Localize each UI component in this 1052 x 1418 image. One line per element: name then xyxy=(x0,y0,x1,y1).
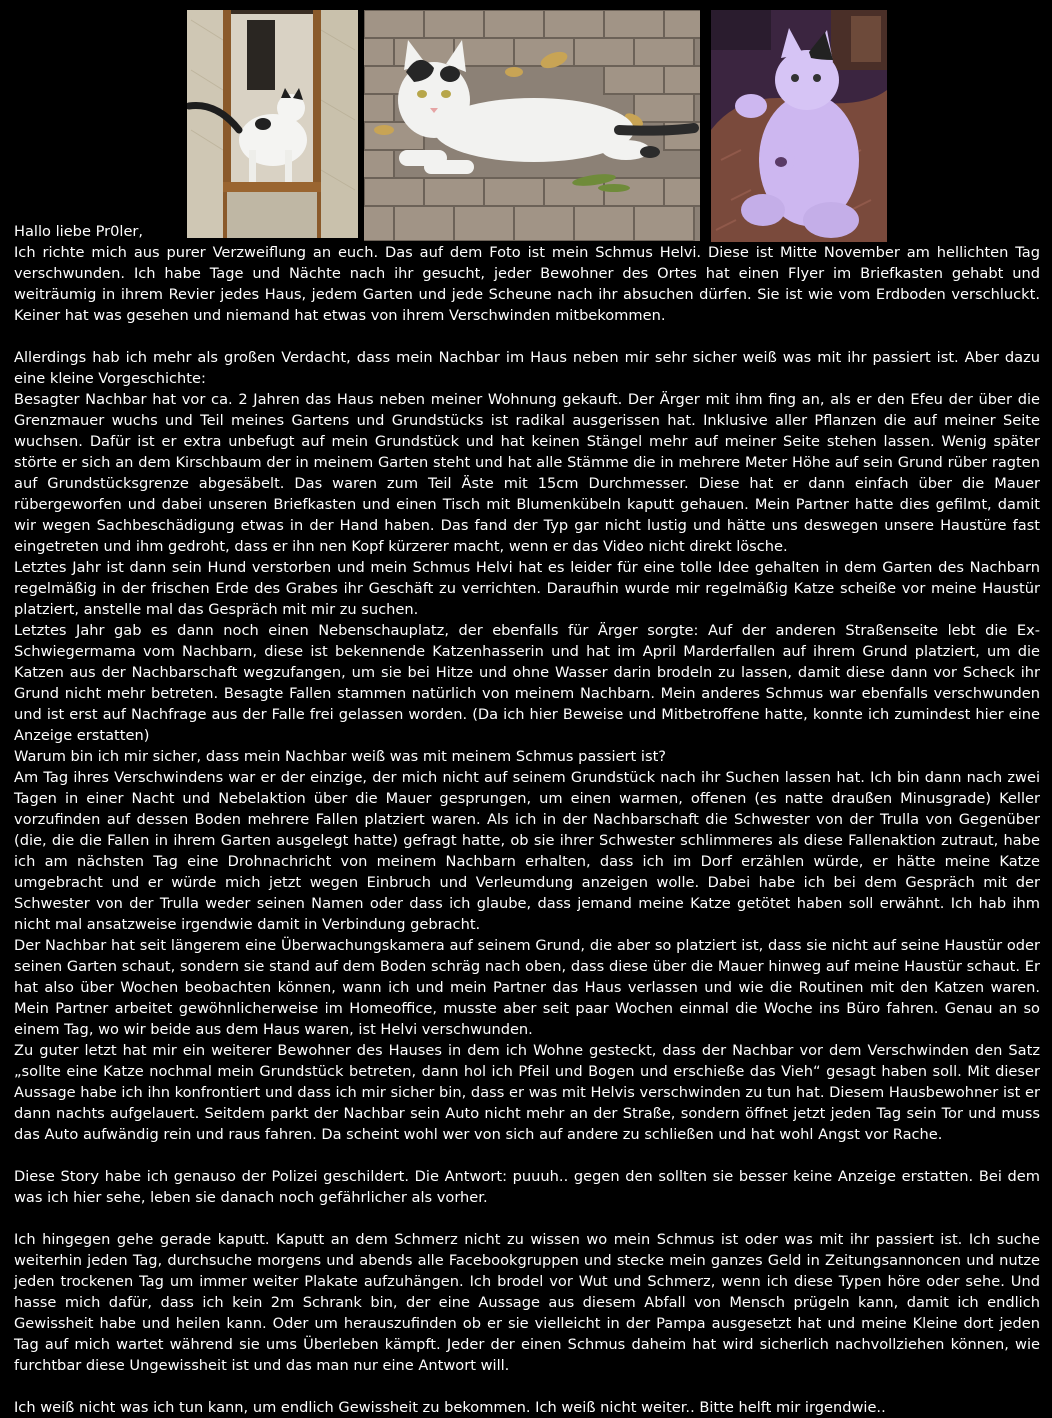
post-body xyxy=(14,221,1040,1418)
post-paragraph: Warum bin ich mir sicher, dass mein Nachbar weiß was mit meinem Schmus passiert ist? xyxy=(14,748,667,765)
post-paragraph: Allerdings hab ich mehr als großen Verdacht, dass mein Nachbar im Haus neben mir sehr sicher weiß was mit ihr passiert ist. Aber dazu eine kleine Vorgeschichte: xyxy=(14,349,1040,387)
post-paragraph: Der Nachbar hat seit längerem eine Überwachungskamera auf seinem Grund, die aber so platziert ist, dass sie nicht auf seine Haustür oder seinen Garten schaut, sondern sie stand auf dem Boden schräg nach oben, dass diese über die Mauer hinweg auf meine Haustür schaut. Er hat also über Wochen beobachten können, wann ich und mein Partner das Haus verlassen und wie die Routinen mit den Katzen waren. Mein Partner arbeitet gewöhnlicherweise im Homeoffice, musste aber seit paar Wochen einmal die Woche ins Büro fahren. Genau an so einem Tag, wo wir beide aus dem Haus waren, ist Helvi verschwunden. xyxy=(14,937,1040,1038)
post-paragraph: Letztes Jahr ist dann sein Hund verstorben und mein Schmus Helvi hat es leider für eine tolle Idee gehalten in dem Garten des Nachbarn regelmäßig in der frischen Erde des Grabes ihr Geschäft zu verrichten. Daraufhin wurde mir regelmäßig Katze scheiße vor meine Haustür platziert, anstelle mal das Gespräch mit mir zu suchen. xyxy=(14,559,1040,618)
post-paragraph: Besagter Nachbar hat vor ca. 2 Jahren das Haus neben meiner Wohnung gekauft. Der Ärger mit ihm fing an, als er den Efeu der über die Grenzmauer wuchs und Teil meines Gartens und Grundstücks ist radikal ausgerissen hat. Inklusive aller Pflanzen die auf meiner Seite wuchsen. Dafür ist er extra unbefugt auf mein Grundstück und hat keinen Stängel mehr auf meiner Seite stehen lassen. Wenig später störte er sich an dem Kirschbaum der in meinem Garten steht und hat alle Stämme die in mehrere Meter Höhe auf sein Grund rüber ragten auf Grundstücksgrenze abgesäbelt. Das waren zum Teil Äste mit 15cm Durchmesser. Diese hat er dann einfach über die Mauer rübergeworfen und dabei unseren Briefkasten und einen Tisch mit Blumenkübeln kaputt gehauen. Mein Partner hatte dies gefilmt, damit wir wegen Sachbeschädigung etwas in der Hand haben. Das fand der Typ gar nicht lustig und hätte uns deswegen unsere Haustüre fast eingetreten und ihm gedroht, dass er ihn nen Kopf kürzerer macht, wenn er das Video nicht direkt lösche. xyxy=(14,391,1040,555)
post-paragraph: Ich richte mich aus purer Verzweiflung an euch. Das auf dem Foto ist mein Schmus Helvi. Diese ist Mitte November am hellichten Tag verschwunden. Ich habe Tage und Nächte nach ihr gesucht, jeder Bewohner des Ortes hat einen Flyer im Briefkasten gehabt und weiträumig in ihrem Revier jedes Haus, jedem Garten und jede Scheune nach ihr absuchen dürfen. Sie ist wie vom Erdboden verschluckt. Keiner hat was gesehen und niemand hat etwas von ihrem Verschwinden mitbekommen. xyxy=(14,244,1040,324)
post-paragraph: Ich weiß nicht was ich tun kann, um endlich Gewissheit zu bekommen. Ich weiß nicht weiter.. Bitte helft mir irgendwie.. xyxy=(14,1399,886,1416)
cat-on-pavement-photo xyxy=(364,10,700,241)
post-paragraph: Zu guter letzt hat mir ein weiterer Bewohner des Hauses in dem ich Wohne gesteckt, dass der Nachbar vor dem Verschwinden den Satz „sollte eine Katze nochmal mein Grundstück betreten, dann hol ich Pfeil und Bogen und erschieße das Vieh“ gesagt haben soll. Mit dieser Aussage habe ich ihn konfrontiert und dass ich mir sicher bin, dass er was mit Helvis verschwinden zu tun hat. Diesem Hausbewohner ist er dann nachts aufgelauert. Seitdem parkt der Nachbar sein Auto nicht mehr an der Straße, sondern öffnet jetzt jeden Tag sein Tor und muss das Auto aufwändig rein und raus fahren. Da scheint wohl wer von sich auf andere zu schließen und hat wohl Angst vor Rache. xyxy=(14,1042,1040,1143)
cat-on-rug-photo xyxy=(711,10,887,242)
post-greeting: Hallo liebe Pr0ler, xyxy=(14,223,144,240)
cat-in-cabinet-photo xyxy=(187,10,358,238)
post-paragraph: Letztes Jahr gab es dann noch einen Nebenschauplatz, der ebenfalls für Ärger sorgte: Auf der anderen Straßenseite lebt die Ex-Schwiegermama vom Nachbarn, diese ist bekennende Katzenhasserin und hat im April Marderfallen auf ihrem Grund platziert, um die Katzen aus der Nachbarschaft wegzufangen, um sie bei Hitze und ohne Wasser darin brodeln zu lassen, damit diese dann vor Scheck ihr Grund nicht mehr betreten. Besagte Fallen stammen natürlich von meinem Nachbarn. Mein anderes Schmus war ebenfalls verschwunden und ist erst auf Nachfrage aus der Falle frei gelassen worden. (Da ich hier Beweise und Mitbetroffene hatte, konnte ich zumindest hier eine Anzeige erstatten) xyxy=(14,622,1040,744)
post-paragraph: Ich hingegen gehe gerade kaputt. Kaputt an dem Schmerz nicht zu wissen wo mein Schmus ist oder was mit ihr passiert ist. Ich suche weiterhin jeden Tag, durchsuche morgens und abends alle Facebookgruppen und stecke mein ganzes Geld in Zeitungsannoncen und nutze jeden trockenen Tag um immer weiter Plakate aufzuhängen. Ich brodel vor Wut und Schmerz, wenn ich diese Typen höre oder sehe. Und hasse mich dafür, dass ich kein 2m Schrank bin, der eine Aussage aus diesem Abfall von Mensch prügeln kann, damit ich endlich Gewissheit habe und heilen kann. Oder um herauszufinden ob er sie vielleicht in der Pampa ausgesetzt hat und meine Kleine dort jeden Tag auf mich wartet während sie ums Überleben kämpft. Jeder der einen Schmus daheim hat wird sicherlich nachvollziehen können, wie furchtbar diese Ungewissheit ist und das man nur eine Antwort will. xyxy=(14,1231,1040,1374)
post-paragraph: Am Tag ihres Verschwindens war er der einzige, der mich nicht auf seinem Grundstück nach ihr Suchen lassen hat. Ich bin dann nach zwei Tagen in einer Nacht und Nebelaktion über die Mauer gesprungen, um einen warmen, offenen (es natte draußen Minusgrade) Keller vorzufinden auf dessen Boden mehrere Fallen platziert waren. Als ich in der Nachbarschaft die Schwester von der Trulla von Gegenüber (die, die die Fallen in ihrem Garten ausgelegt hatte) gefragt hatte, ob sie ihrer Schwester schlimmeres als diese Fallenaktion zutraut, habe ich am nächsten Tag eine Drohnachricht von meinem Nachbarn erhalten, dass ich im Dorf erzählen würde, er hätte meine Katze umgebracht und er würde mich jetzt wegen Einbruch und Verleumdung anzeigen wolle. Dabei habe ich bei dem Gespräch mit der Schwester von der Trulla weder seinen Namen oder dass ich glaube, dass jemand meine Katze getötet haben soll erwähnt. Ich hab ihm nicht mal ansatzweise irgendwie damit in Verbindung gebracht. xyxy=(14,769,1040,933)
post-paragraph: Diese Story habe ich genauso der Polizei geschildert. Die Antwort: puuuh.. gegen den sollten sie besser keine Anzeige erstatten. Bei dem was ich hier sehe, leben sie danach noch gefährlicher als vorher. xyxy=(14,1168,1040,1206)
photo-strip xyxy=(0,10,1052,242)
